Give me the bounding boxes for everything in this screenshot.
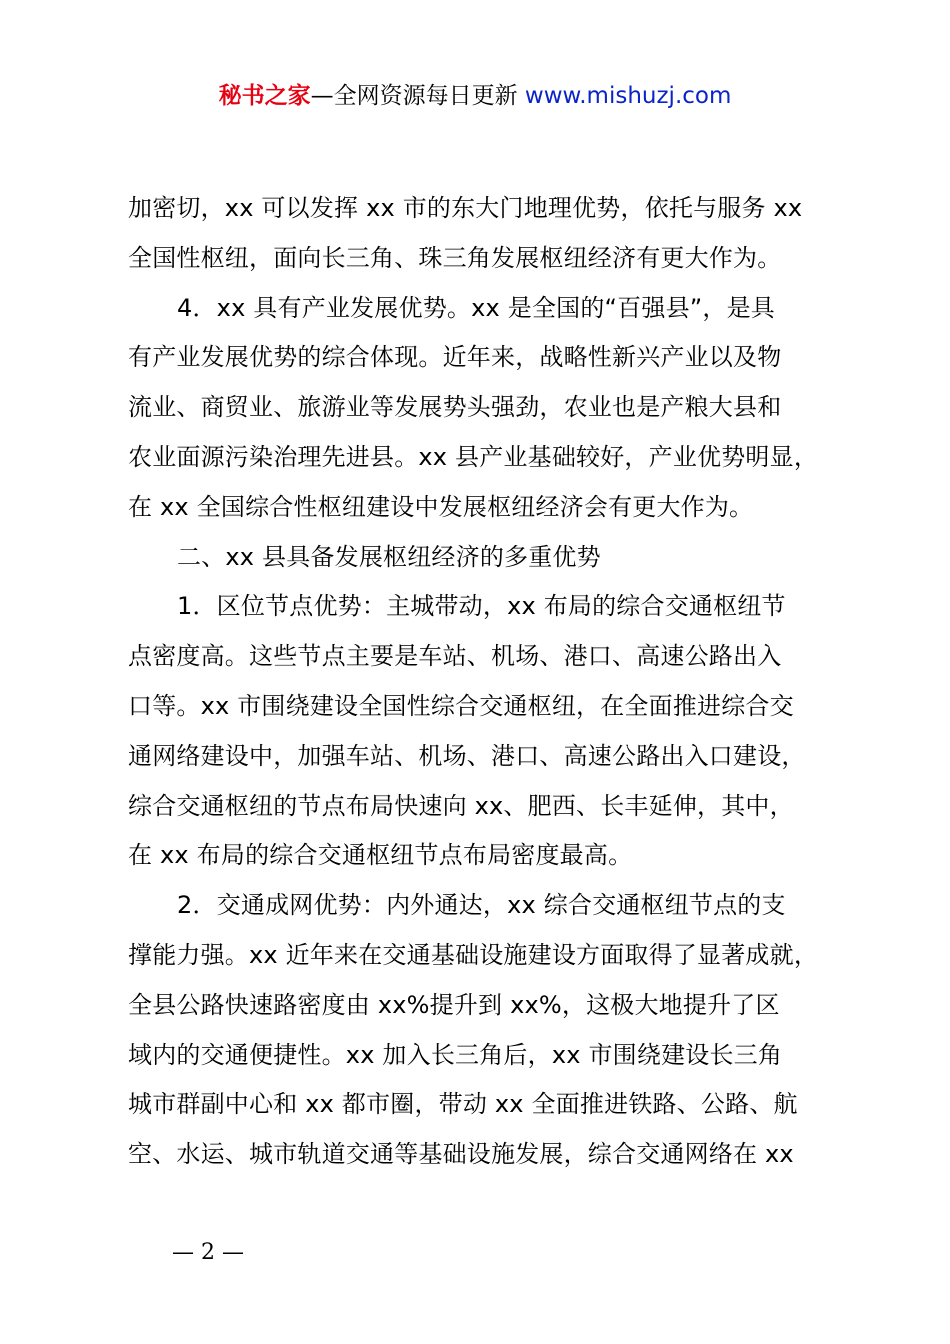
text-line: 通网络建设中，加强车站、机场、港口、高速公路出入口建设， (128, 741, 806, 770)
text-line: 二、xx 县具备发展枢纽经济的多重优势 (177, 542, 601, 571)
text-line: 在 xx 布局的综合交通枢纽节点布局密度最高。 (128, 841, 633, 870)
text-line: 域内的交通便捷性。xx 加入长三角后，xx 市围绕建设长三角 (128, 1040, 783, 1069)
text-line: 流业、商贸业、旅游业等发展势头强劲，农业也是产粮大县和 (128, 393, 782, 422)
text-line: 撑能力强。xx 近年来在交通基础设施建设方面取得了显著成就， (128, 940, 819, 969)
text-line: 农业面源污染治理先进县。xx 县产业基础较好，产业优势明显， (128, 442, 819, 471)
text-line: 1．区位节点优势：主城带动，xx 布局的综合交通枢纽节 (177, 592, 786, 621)
text-line: 4．xx 具有产业发展优势。xx 是全国的“百强县”，是具 (177, 293, 776, 322)
text-line: 空、水运、城市轨道交通等基础设施发展，综合交通网络在 xx (128, 1140, 794, 1169)
page-number: — 2 — (172, 1240, 244, 1265)
header-tagline: —全网资源每日更新 (310, 83, 518, 109)
text-line: 在 xx 全国综合性枢纽建设中发展枢纽经济会有更大作为。 (128, 492, 754, 521)
text-line: 全国性枢纽，面向长三角、珠三角发展枢纽经济有更大作为。 (128, 243, 782, 272)
text-line: 2．交通成网优势：内外通达，xx 综合交通枢纽节点的支 (177, 891, 786, 920)
text-line: 城市群副中心和 xx 都市圈，带动 xx 全面推进铁路、公路、航 (128, 1090, 798, 1119)
text-line: 点密度高。这些节点主要是车站、机场、港口、高速公路出入 (128, 642, 782, 671)
text-line: 有产业发展优势的综合体现。近年来，战略性新兴产业以及物 (128, 343, 782, 372)
text-line: 加密切，xx 可以发挥 xx 市的东大门地理优势，依托与服务 xx (128, 194, 803, 222)
text-line: 口等。xx 市围绕建设全国性综合交通枢纽，在全面推进综合交 (128, 691, 794, 720)
text-line: 综合交通枢纽的节点布局快速向 xx、肥西、长丰延伸，其中， (128, 791, 794, 820)
page-header (0, 80, 950, 112)
website-link[interactable]: www.mishuzj.com (524, 83, 732, 109)
document-body (128, 184, 858, 1180)
brand-name: 秘书之家 (218, 83, 311, 109)
text-line: 全县公路快速路密度由 xx%提升到 xx%，这极大地提升了区 (128, 990, 780, 1019)
